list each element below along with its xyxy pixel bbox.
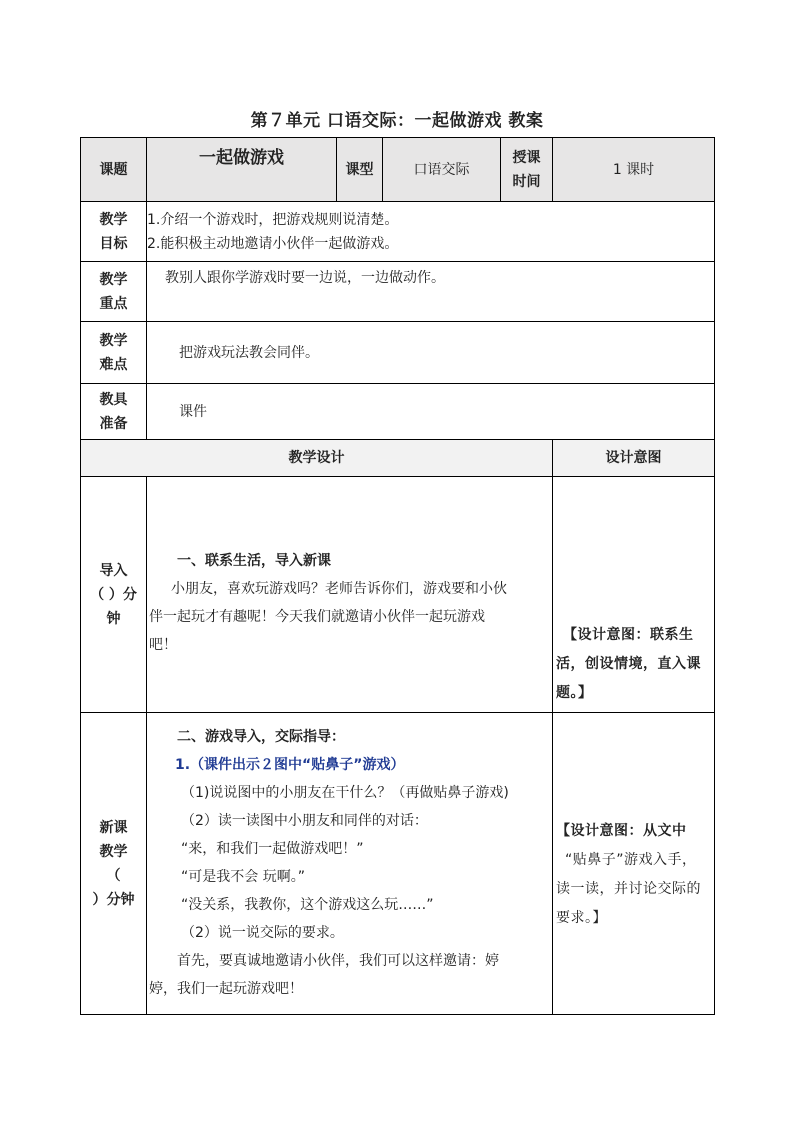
time-label: 授课 时间 — [501, 138, 553, 202]
type-label: 课型 — [337, 138, 383, 202]
materials-label: 教具 准备 — [81, 384, 147, 440]
goal-item: 1.介绍一个游戏时，把游戏规则说清楚。 — [147, 211, 399, 228]
question-3: （2）说一说交际的要求。 — [181, 925, 344, 941]
design-header-row — [81, 440, 715, 477]
goal-item: 2.能积极主动地邀请小伙伴一起做游戏。 — [147, 235, 399, 252]
new-lesson-intent: 【设计意图：从文中 “贴鼻子”游戏入手， 读一读，并讨论交际的 要求。】 — [553, 713, 715, 1015]
lesson-plan-table — [80, 137, 715, 1015]
topic-label: 课题 — [81, 138, 147, 202]
intro-stage-label: 导入 （ ）分 钟 — [81, 477, 147, 713]
goals-label: 教学 目标 — [81, 202, 147, 262]
intro-content: 一、联系生活，导入新课 小朋友，喜欢玩游戏吗？老师告诉你们，游戏要和小伙 伴一起玩才有趣呢！今天我们就邀请小伙伴一起玩游戏 吧！ — [147, 477, 553, 713]
intent-header: 设计意图 — [553, 440, 715, 477]
step-1: 1.（课件出示２图中“贴鼻子”游戏） — [175, 757, 405, 773]
design-header: 教学设计 — [81, 440, 553, 477]
materials-row — [81, 384, 715, 440]
new-lesson-row — [81, 713, 715, 1015]
topic-value: 一起做游戏 — [147, 138, 337, 202]
difficulty-row — [81, 322, 715, 384]
intro-row — [81, 477, 715, 713]
type-value: 口语交际 — [383, 138, 501, 202]
intro-intent: 【设计意图：联系生 活，创设情境，直入课 题。】 — [553, 477, 715, 713]
intro-paragraph: 小朋友，喜欢玩游戏吗？老师告诉你们，游戏要和小伙 — [171, 580, 507, 597]
new-lesson-heading: 二、游戏导入，交际指导： — [177, 729, 345, 745]
difficulty-label: 教学 难点 — [81, 322, 147, 384]
closing-paragraph: 首先，要真诚地邀请小伙伴，我们可以这样邀请：婷 — [177, 953, 499, 969]
new-lesson-stage-label: 新课 教学 （ ）分钟 — [81, 713, 147, 1015]
focus-content: 教别人跟你学游戏时要一边说，一边做动作。 — [147, 262, 715, 322]
difficulty-content: 把游戏玩法教会同伴。 — [147, 322, 715, 384]
goals-content — [147, 202, 715, 262]
intro-heading: 一、联系生活，导入新课 — [177, 552, 331, 569]
focus-label: 教学 重点 — [81, 262, 147, 322]
header-row — [81, 138, 715, 202]
materials-content: 课件 — [147, 384, 715, 440]
goals-row — [81, 202, 715, 262]
dialogue-line: “没关系，我教你，这个游戏这么玩……” — [181, 897, 434, 913]
document-title: 第７单元 口语交际：一起做游戏 教案 — [250, 111, 544, 131]
new-lesson-content: 二、游戏导入，交际指导： 1.（课件出示２图中“贴鼻子”游戏） （1)说说图中的小朋友在干什么？（再做贴鼻子游戏) （2）读一读图中小朋友和同伴的对话： “来，和我们一起做游戏吧！” “可是我不会 玩啊。” “没关系，我教你，这个游戏这么玩……” （2）说一说交际的要求。 首先，要真诚地邀请小伙伴，我们可以这样邀请：婷 婷，我们一起玩游戏吧！ — [147, 713, 553, 1015]
time-value: 1 课时 — [553, 138, 715, 202]
question-2: （2）读一读图中小朋友和同伴的对话： — [181, 813, 428, 829]
dialogue-line: “可是我不会 玩啊。” — [181, 869, 305, 885]
dialogue-line: “来，和我们一起做游戏吧！” — [181, 841, 364, 857]
question-1: （1)说说图中的小朋友在干什么？（再做贴鼻子游戏) — [181, 785, 509, 801]
focus-row — [81, 262, 715, 322]
